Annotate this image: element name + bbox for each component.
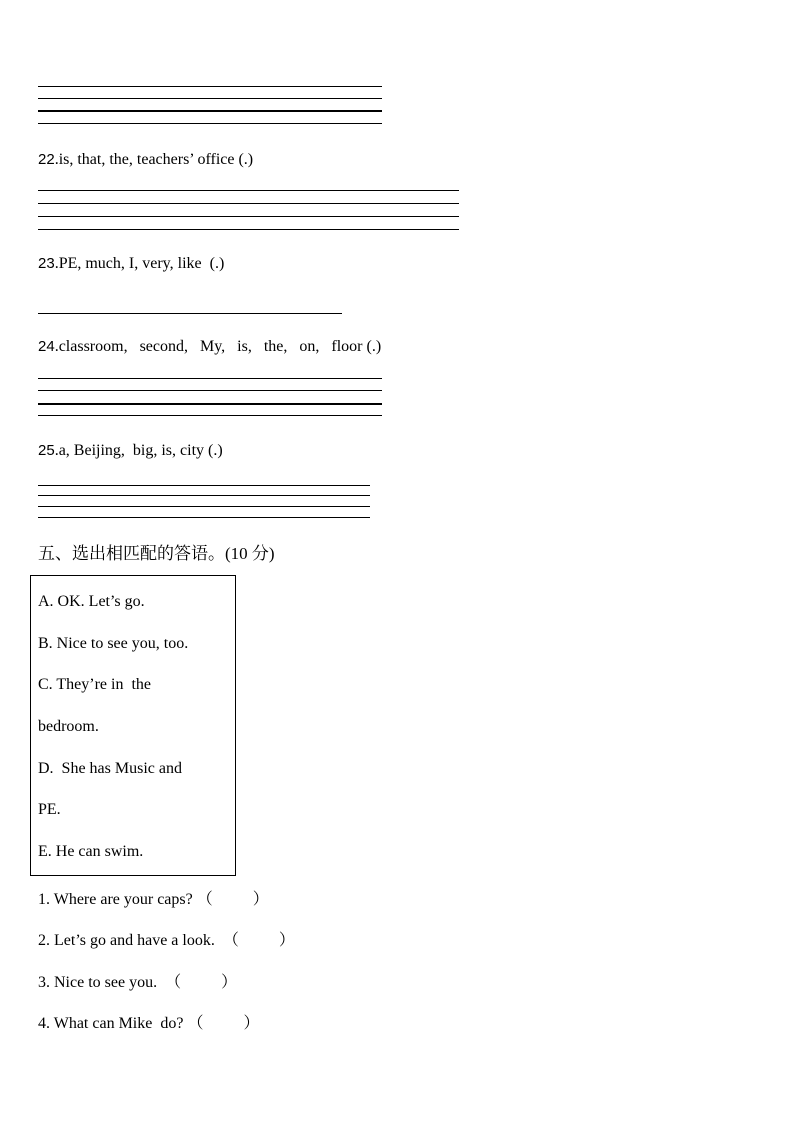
question-23: [38, 254, 224, 274]
question-number: 25: [38, 442, 55, 459]
question-number: 22: [38, 151, 55, 168]
section-points: (10 分): [225, 544, 275, 563]
question-text: .is, that, the, teachers’ office (.): [54, 151, 254, 168]
question-text: .classroom, second, My, is, the, on, floor (.): [54, 338, 382, 355]
option-b: B. Nice to see you, too.: [38, 635, 189, 652]
question-number: 24: [38, 338, 55, 355]
matching-question-4[interactable]: 4. What can Mike do? （ ）: [38, 1015, 260, 1032]
question-number: 23: [38, 255, 55, 272]
option-c: C. They’re in the: [38, 676, 152, 693]
matching-question-1[interactable]: 1. Where are your caps? （ ）: [38, 891, 269, 908]
option-d: D. She has Music and: [38, 760, 182, 777]
section-title: [38, 543, 275, 565]
matching-question-3[interactable]: 3. Nice to see you. （ ）: [38, 974, 238, 991]
option-d-continued: PE.: [38, 801, 61, 818]
option-c-continued: bedroom.: [38, 718, 99, 735]
question-text: .PE, much, I, very, like (.): [54, 255, 225, 272]
question-text: .a, Beijing, big, is, city (.): [54, 442, 223, 459]
matching-question-2[interactable]: 2. Let’s go and have a look. （ ）: [38, 932, 295, 949]
question-22: [38, 150, 253, 170]
question-24: [38, 337, 381, 357]
question-25: [38, 441, 223, 461]
section-title-text: 五、选出相匹配的答语。: [38, 544, 225, 564]
option-a: A. OK. Let’s go.: [38, 593, 145, 610]
option-e: E. He can swim.: [38, 843, 144, 860]
